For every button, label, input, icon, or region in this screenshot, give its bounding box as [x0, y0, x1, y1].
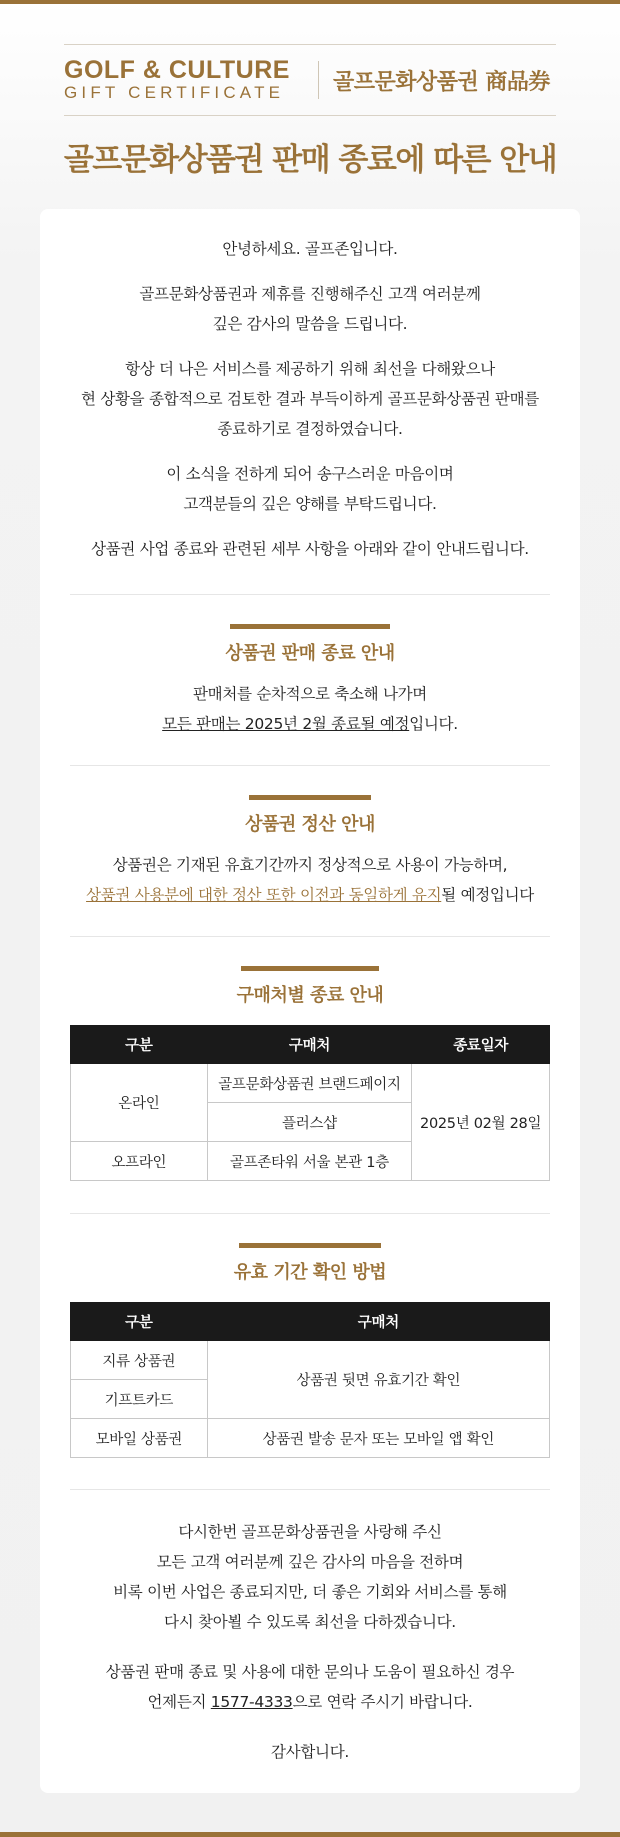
vendor-cell: 플러스샵: [207, 1103, 412, 1142]
section-accent-bar: [230, 624, 390, 629]
phone-link[interactable]: 1577-4333: [210, 1693, 293, 1711]
contact-paragraph: [40, 1657, 580, 1717]
vendor-table: [70, 1025, 550, 1181]
table-header-row: [71, 1303, 550, 1341]
intro-paragraph-details: 상품권 사업 종료와 관련된 세부 사항을 아래와 같이 안내드립니다.: [91, 540, 529, 558]
settlement-highlight: 상품권 사용분에 대한 정산 또한 이전과 동일하게 유지: [86, 886, 442, 904]
section-divider: [70, 936, 550, 937]
contact-line: 상품권 판매 종료 및 사용에 대한 문의나 도움이 필요하신 경우: [105, 1663, 515, 1681]
logo-sub-text: GIFT CERTIFICATE: [64, 83, 285, 102]
sale-end-suffix: 입니다.: [409, 715, 458, 733]
bottom-accent-bar: [0, 1832, 620, 1837]
contact-suffix: 으로 연락 주시기 바랍니다.: [292, 1693, 473, 1711]
section-divider: [70, 765, 550, 766]
intro-line: 깊은 감사의 말씀을 드립니다.: [212, 315, 408, 333]
intro-line: 종료하기로 결정하였습니다.: [217, 420, 403, 438]
table-row: [71, 1341, 550, 1380]
settlement-title: 상품권 정산 안내: [245, 814, 375, 835]
brand-divider: [318, 61, 319, 99]
brand-korean-name: 골프문화상품권 商品券: [333, 69, 550, 95]
section-divider: [70, 1489, 550, 1490]
brand-header: [64, 44, 556, 116]
top-accent-bar: [0, 0, 620, 4]
intro-line: 골프문화상품권과 제휴를 진행해주신 고객 여러분께: [139, 285, 481, 303]
table-header-cell: 구분: [71, 1303, 208, 1341]
type-cell: 모바일 상품권: [71, 1419, 208, 1458]
sale-end-line: [40, 709, 580, 739]
contact-line: [40, 1687, 580, 1717]
section-accent-bar: [239, 1243, 381, 1248]
validity-table: [70, 1302, 550, 1458]
section-divider: [70, 1213, 550, 1214]
closing-line: 다시 찾아뵐 수 있도록 최선을 다하겠습니다.: [164, 1613, 456, 1631]
category-online: 온라인: [71, 1064, 208, 1142]
section-accent-bar: [249, 795, 371, 800]
vendor-title: 구매처별 종료 안내: [236, 985, 384, 1006]
sale-end-highlight: 모든 판매는 2025년 2월 종료될 예정: [162, 715, 410, 733]
brand-row: [64, 45, 556, 115]
type-cell: 기프트카드: [71, 1380, 208, 1419]
closing-line: 모든 고객 여러분께 깊은 감사의 마음을 전하며: [156, 1553, 464, 1571]
vendor-cell: 골프문화상품권 브랜드페이지: [207, 1064, 412, 1103]
category-offline: 오프라인: [71, 1142, 208, 1181]
logo-main-text: GOLF & CULTURE: [64, 56, 290, 84]
validity-section: [40, 1243, 580, 1288]
settlement-suffix: 될 예정입니다: [441, 886, 534, 904]
sale-end-section: [40, 624, 580, 739]
sale-end-line: 판매처를 순차적으로 축소해 나가며: [193, 685, 427, 703]
table-header-cell: 구분: [71, 1026, 208, 1064]
method-cell: 상품권 발송 문자 또는 모바일 앱 확인: [207, 1419, 549, 1458]
table-row: [71, 1419, 550, 1458]
closing-section: [40, 1517, 580, 1717]
intro-line: 현 상황을 종합적으로 검토한 결과 부득이하게 골프문화상품권 판매를: [81, 390, 539, 408]
table-header-cell: 구매처: [207, 1303, 549, 1341]
settlement-line: [40, 880, 580, 910]
title-prefix: 골프문화상품권: [63, 142, 273, 178]
table-header-cell: 구매처: [207, 1026, 412, 1064]
table-row: [71, 1064, 550, 1103]
table-header-cell: 종료일자: [412, 1026, 550, 1064]
settlement-body: [40, 850, 580, 910]
validity-title: 유효 기간 확인 방법: [233, 1262, 387, 1283]
section-accent-bar: [241, 966, 379, 971]
closing-thanks: 감사합니다.: [271, 1743, 349, 1761]
closing-line: 다시한번 골프문화상품권을 사랑해 주신: [178, 1523, 442, 1541]
method-cell: 상품권 뒷면 유효기간 확인: [207, 1341, 549, 1419]
brand-logo: [64, 57, 310, 103]
title-suffix: 에 따른 안내: [395, 142, 557, 178]
intro-greeting: 안녕하세요. 골프존입니다.: [222, 240, 398, 258]
notice-card: [40, 209, 580, 1793]
vendor-cell: 골프존타워 서울 본관 1층: [207, 1142, 412, 1181]
sale-end-title: 상품권 판매 종료 안내: [225, 643, 395, 664]
settlement-line: 상품권은 기재된 유효기간까지 정상적으로 사용이 가능하며,: [112, 856, 508, 874]
closing-paragraph: [40, 1517, 580, 1637]
intro-paragraph-thanks: [40, 279, 580, 339]
type-cell: 지류 상품권: [71, 1341, 208, 1380]
header-rule-bottom: [64, 115, 556, 116]
settlement-section: [40, 795, 580, 910]
contact-prefix: 언제든지: [147, 1693, 211, 1711]
closing-line: 비록 이번 사업은 종료되지만, 더 좋은 기회와 서비스를 통해: [113, 1583, 507, 1601]
sale-end-body: [40, 679, 580, 739]
intro-line: 고객분들의 깊은 양해를 부탁드립니다.: [183, 495, 437, 513]
vendor-section: [40, 966, 580, 1011]
intro-line: 항상 더 나은 서비스를 제공하기 위해 최선을 다해왔으나: [125, 360, 495, 378]
table-header-row: [71, 1026, 550, 1064]
intro-section: [40, 234, 580, 564]
title-bold: 판매 종료: [272, 142, 396, 178]
end-date-cell: 2025년 02월 28일: [412, 1064, 550, 1181]
intro-line: 이 소식을 전하게 되어 송구스러운 마음이며: [166, 465, 454, 483]
intro-paragraph-apology: [40, 459, 580, 519]
intro-paragraph-decision: [40, 354, 580, 444]
page-title: [0, 134, 620, 179]
section-divider: [70, 594, 550, 595]
